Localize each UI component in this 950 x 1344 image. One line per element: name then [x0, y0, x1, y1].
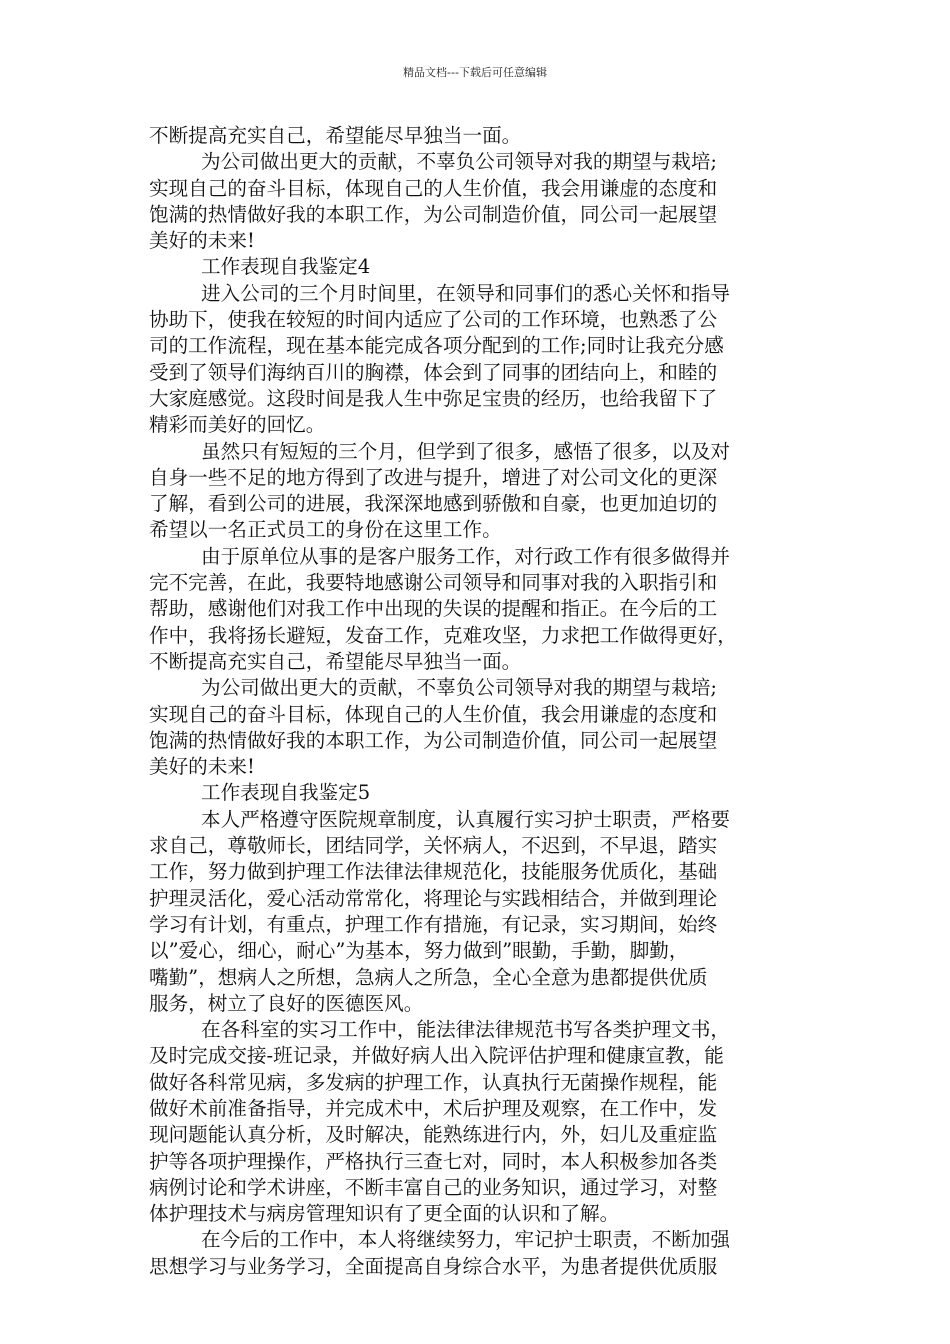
text-line: 进入公司的三个月时间里，在领导和同事们的悉心关怀和指导 — [201, 281, 731, 305]
text-line: 在今后的工作中，本人将继续努力，牢记护士职责，不断加强 — [201, 1228, 731, 1252]
page-header: 精品文档---下载后可任意编辑 — [403, 66, 547, 79]
text-line: 护理灵活化，爱心活动常常化，将理论与实践相结合，并做到理论 — [149, 886, 718, 910]
text-line: 服务，树立了良好的医德医风。 — [149, 991, 424, 1015]
text-line: 求自己，尊敬师长，团结同学，关怀病人，不迟到，不早退，踏实 — [149, 834, 718, 858]
text-line: 在各科室的实习工作中，能法律法律规范书写各类护理文书， — [201, 1018, 731, 1042]
text-line: 饱满的热情做好我的本职工作，为公司制造价值，同公司一起展望 — [149, 728, 718, 752]
text-line: 协助下，使我在较短的时间内适应了公司的工作环境，也熟悉了公 — [149, 308, 718, 332]
text-line: 帮助，感谢他们对我工作中出现的失误的提醒和指正。在今后的工 — [149, 597, 718, 621]
text-line: 实现自己的奋斗目标，体现自己的人生价值，我会用谦虚的态度和 — [149, 176, 718, 200]
text-line: 美好的未来! — [149, 229, 255, 253]
text-line: 思想学习与业务学习，全面提高自身综合水平，为患者提供优质服 — [149, 1254, 718, 1278]
text-line: 受到了领导们海纳百川的胸襟，体会到了同事的团结向上，和睦的 — [149, 360, 718, 384]
text-line: 工作，努力做到护理工作法律法律规范化，技能服务优质化，基础 — [149, 860, 718, 884]
text-line: 本人严格遵守医院规章制度，认真履行实习护士职责，严格要 — [201, 807, 731, 831]
text-line: 完不完善，在此，我要特地感谢公司领导和同事对我的入职指引和 — [149, 571, 718, 595]
text-line: 嘴勤”，想病人之所想，急病人之所急，全心全意为患都提供优质 — [149, 965, 708, 989]
text-line: 学习有计划，有重点，护理工作有措施，有记录，实习期间，始终 — [149, 912, 718, 936]
text-line: 精彩而美好的回忆。 — [149, 413, 326, 437]
text-line: 为公司做出更大的贡献，不辜负公司领导对我的期望与栽培; — [201, 676, 718, 700]
text-line: 工作表现自我鉴定4 — [201, 255, 371, 279]
text-line: 希望以一名正式员工的身份在这里工作。 — [149, 518, 502, 542]
text-line: 病例讨论和学术讲座，不断丰富自己的业务知识，通过学习，对整 — [149, 1175, 718, 1199]
text-line: 做好各科常见病，多发病的护理工作，认真执行无菌操作规程，能 — [149, 1070, 718, 1094]
text-line: 虽然只有短短的三个月，但学到了很多，感悟了很多，以及对 — [201, 439, 731, 463]
text-line: 作中，我将扬长避短，发奋工作，克难攻坚，力求把工作做得更好， — [149, 623, 737, 647]
text-line: 自身一些不足的地方得到了改进与提升，增进了对公司文化的更深 — [149, 465, 718, 489]
text-line: 实现自己的奋斗目标，体现自己的人生价值，我会用谦虚的态度和 — [149, 702, 718, 726]
text-line: 为公司做出更大的贡献，不辜负公司领导对我的期望与栽培; — [201, 150, 718, 174]
document-body — [149, 123, 821, 1280]
text-line: 大家庭感觉。这段时间是我人生中弥足宝贵的经历，也给我留下了 — [149, 386, 718, 410]
text-line: 由于原单位从事的是客户服务工作，对行政工作有很多做得并 — [201, 544, 731, 568]
text-line: 护等各项护理操作，严格执行三查七对，同时，本人积极参加各类 — [149, 1149, 718, 1173]
text-line: 美好的未来! — [149, 755, 255, 779]
text-line: 及时完成交接-班记录，并做好病人出入院评估护理和健康宣教，能 — [149, 1044, 724, 1068]
text-line: 做好术前准备指导，并完成术中，术后护理及观察，在工作中，发 — [149, 1096, 718, 1120]
text-line: 以”爱心，细心，耐心”为基本，努力做到”眼勤，手勤，脚勤， — [149, 939, 689, 963]
text-line: 工作表现自我鉴定5 — [201, 781, 371, 805]
text-line: 了解，看到公司的进展，我深深地感到骄傲和自豪，也更加迫切的 — [149, 492, 718, 516]
text-line: 司的工作流程，现在基本能完成各项分配到的工作;同时让我充分感 — [149, 334, 724, 358]
text-line: 不断提高充实自己，希望能尽早独当一面。 — [149, 124, 522, 147]
text-line: 不断提高充实自己，希望能尽早独当一面。 — [149, 649, 522, 673]
text-line: 体护理技术与病房管理知识有了更全面的认识和了解。 — [149, 1202, 620, 1226]
text-line: 现问题能认真分析，及时解决，能熟练进行内，外，妇儿及重症监 — [149, 1123, 718, 1147]
text-line: 饱满的热情做好我的本职工作，为公司制造价值，同公司一起展望 — [149, 202, 718, 226]
